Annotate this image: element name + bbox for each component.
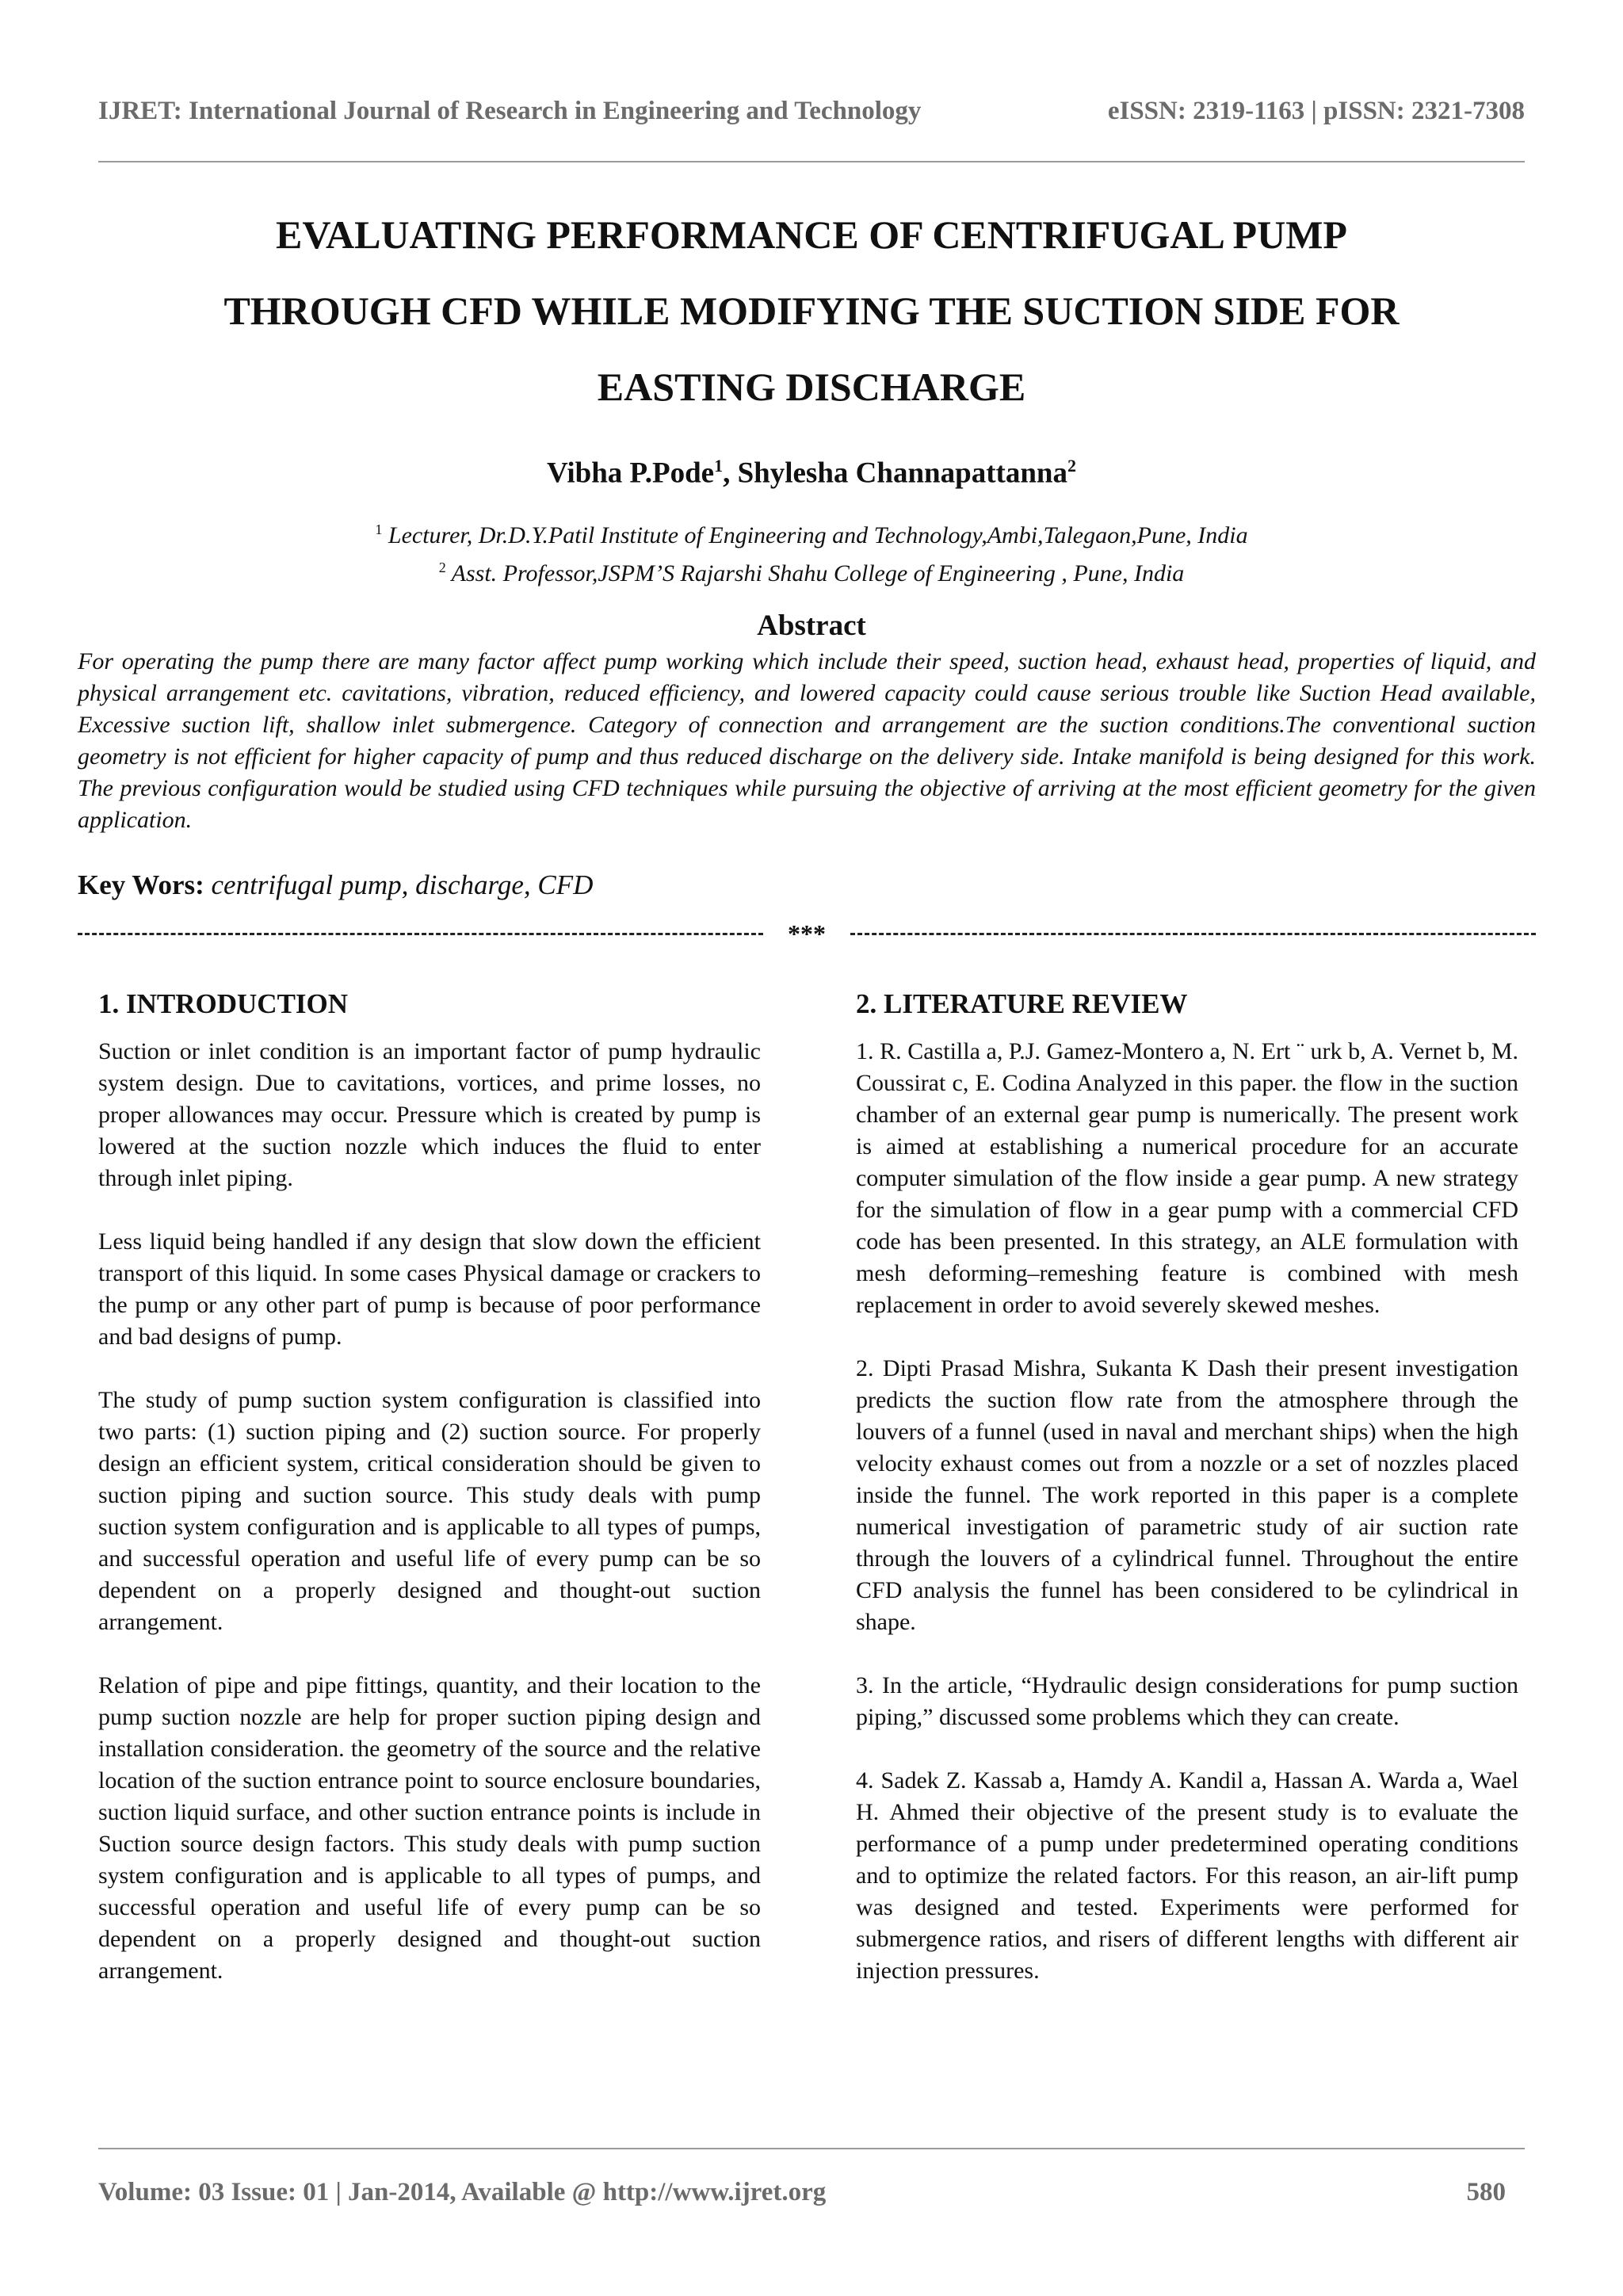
keywords <box>78 869 593 901</box>
affiliation-line <box>0 552 1623 590</box>
header-divider <box>98 161 1525 162</box>
author-list <box>0 456 1623 490</box>
footer-divider <box>98 2148 1525 2149</box>
author-separator: , <box>723 457 738 490</box>
affiliation-line <box>0 514 1623 552</box>
paragraph: 2. Dipti Prasad Mishra, Sukanta K Dash their present investigation predicts the suction flow rate from the atmosphere through the louvers of a funnel (used in naval and merchant ships) when the high velocity exhaust comes out from a nozzle or a set of nozzles placed inside the funnel. The work reported in this paper is a complete numerical investigation of parametric study of air suction rate through the louvers of a cylindrical funnel. Throughout the entire CFD analysis the funnel has been considered to be cylindrical in shape. <box>856 1355 1518 1635</box>
affiliation-text: Asst. Professor,JSPM’S Rajarshi Shahu College of Engineering , Pune, India <box>445 560 1185 586</box>
literature-review-section <box>856 988 1518 2019</box>
paragraph: 3. In the article, “Hydraulic design considerations for pump suction piping,” discussed some problems which they can create. <box>856 1672 1518 1730</box>
paragraph: Less liquid being handled if any design that slow down the efficient transport of this liquid. In some cases Physical damage or crackers to the pump or any other part of pump is because of poor performance and bad designs of pump. <box>98 1228 761 1350</box>
paragraph: Relation of pipe and pipe fittings, quantity, and their location to the pump suction nozzle are help for proper suction piping design and installation consideration. the geometry of the source and the relative location of the suction entrance point to source enclosure boundaries, suction liquid surface, and other suction entrance points is include in Suction source design factors. This study deals with pump suction system configuration and is applicable to all types of pumps, and successful operation and useful life of every pump can be so dependent on a properly designed and thought-out suction arrangement. <box>98 1672 761 1984</box>
separator-dashes-right <box>850 933 1536 935</box>
keywords-text: centrifugal pump, discharge, CFD <box>211 869 594 900</box>
affiliation-marker: 2 <box>1067 456 1076 476</box>
author-name: Shylesha Channapattanna <box>737 457 1067 490</box>
issn-info: eISSN: 2319-1163 | pISSN: 2321-7308 <box>1107 97 1525 125</box>
author-name: Vibha P.Pode <box>546 457 715 490</box>
affiliations <box>0 514 1623 590</box>
running-footer <box>98 2178 1525 2207</box>
paragraph: 1. R. Castilla a, P.J. Gamez-Montero a, N. Ert ¨ urk b, A. Vernet b, M. Coussirat c, E. Codina Analyzed in this paper. the flow in the suction chamber of an external gear pump is numerically. The present work is aimed at establishing a numerical procedure for an accurate computer simulation of the flow inside a gear pump. A new strategy for the simulation of flow in a gear pump with a commercial CFD code has been presented. In this strategy, an ALE formulation with mesh deforming–remeshing feature is combined with mesh replacement in order to avoid severely skewed meshes. <box>856 1038 1518 1318</box>
paragraph: Suction or inlet condition is an important factor of pump hydraulic system design. Due to cavitations, vortices, and prime losses, no proper allowances may occur. Pressure which is created by pump is lowered at the suction nozzle which induces the fluid to enter through inlet piping. <box>98 1038 761 1191</box>
affiliation-text: Lecturer, Dr.D.Y.Patil Institute of Engineering and Technology,Ambi,Talegaon,Pune, India <box>382 522 1248 548</box>
affiliation-marker: 1 <box>714 456 724 476</box>
page-number: 580 <box>1466 2178 1506 2206</box>
volume-info: Volume: 03 Issue: 01 | Jan-2014, Available @ http://www.ijret.org <box>98 2178 827 2206</box>
title-line: EASTING DISCHARGE <box>597 365 1026 409</box>
journal-name: IJRET: International Journal of Research in Engineering and Technology <box>98 97 922 125</box>
section-heading: 1. INTRODUCTION <box>98 988 349 1019</box>
separator-dashes-left <box>78 933 763 935</box>
title-line: THROUGH CFD WHILE MODIFYING THE SUCTION SIDE FOR <box>223 288 1400 333</box>
section-separator <box>78 919 1536 948</box>
abstract-text: For operating the pump there are many factor affect pump working which include their speed, suction head, exhaust head, properties of liquid, and physical arrangement etc. cavitations, vibration, reduced efficiency, and lowered capacity could cause serious trouble like Suction Head available, Excessive suction lift, shallow inlet submergence. Category of connection and arrangement are the suction conditions.The conventional suction geometry is not efficient for higher capacity of pump and thus reduced discharge on the delivery side. Intake manifold is being designed for this work. The previous configuration would be studied using CFD techniques while pursuing the objective of arriving at the most efficient geometry for the given application. <box>78 648 1536 833</box>
keywords-label: Key Wors: <box>78 869 212 900</box>
abstract-heading: Abstract <box>757 609 866 642</box>
title-line: EVALUATING PERFORMANCE OF CENTRIFUGAL PUMP <box>276 212 1347 257</box>
affiliation-marker: 1 <box>375 521 383 537</box>
paragraph: 4. Sadek Z. Kassab a, Hamdy A. Kandil a, Hassan A. Warda a, Wael H. Ahmed their objective of the present study is to evaluate the performance of a pump under predetermined operating conditions and to optimize the related factors. For this reason, an air-lift pump was designed and tested. Experiments were performed for submergence ratios, and risers of different lengths with different air injection pressures. <box>856 1767 1518 1984</box>
separator-stars: *** <box>785 919 829 949</box>
running-header <box>98 97 1525 126</box>
affiliation-marker: 2 <box>438 560 446 575</box>
section-heading: 2. LITERATURE REVIEW <box>856 988 1188 1019</box>
paper-title <box>119 197 1504 425</box>
introduction-section <box>98 988 761 2019</box>
paragraph: The study of pump suction system configuration is classified into two parts: (1) suction piping and (2) suction source. For properly design an efficient system, critical consideration should be given to suction piping and suction source. This study deals with pump suction system configuration and is applicable to all types of pumps, and successful operation and useful life of every pump can be so dependent on a properly designed and thought-out suction arrangement. <box>98 1387 761 1635</box>
